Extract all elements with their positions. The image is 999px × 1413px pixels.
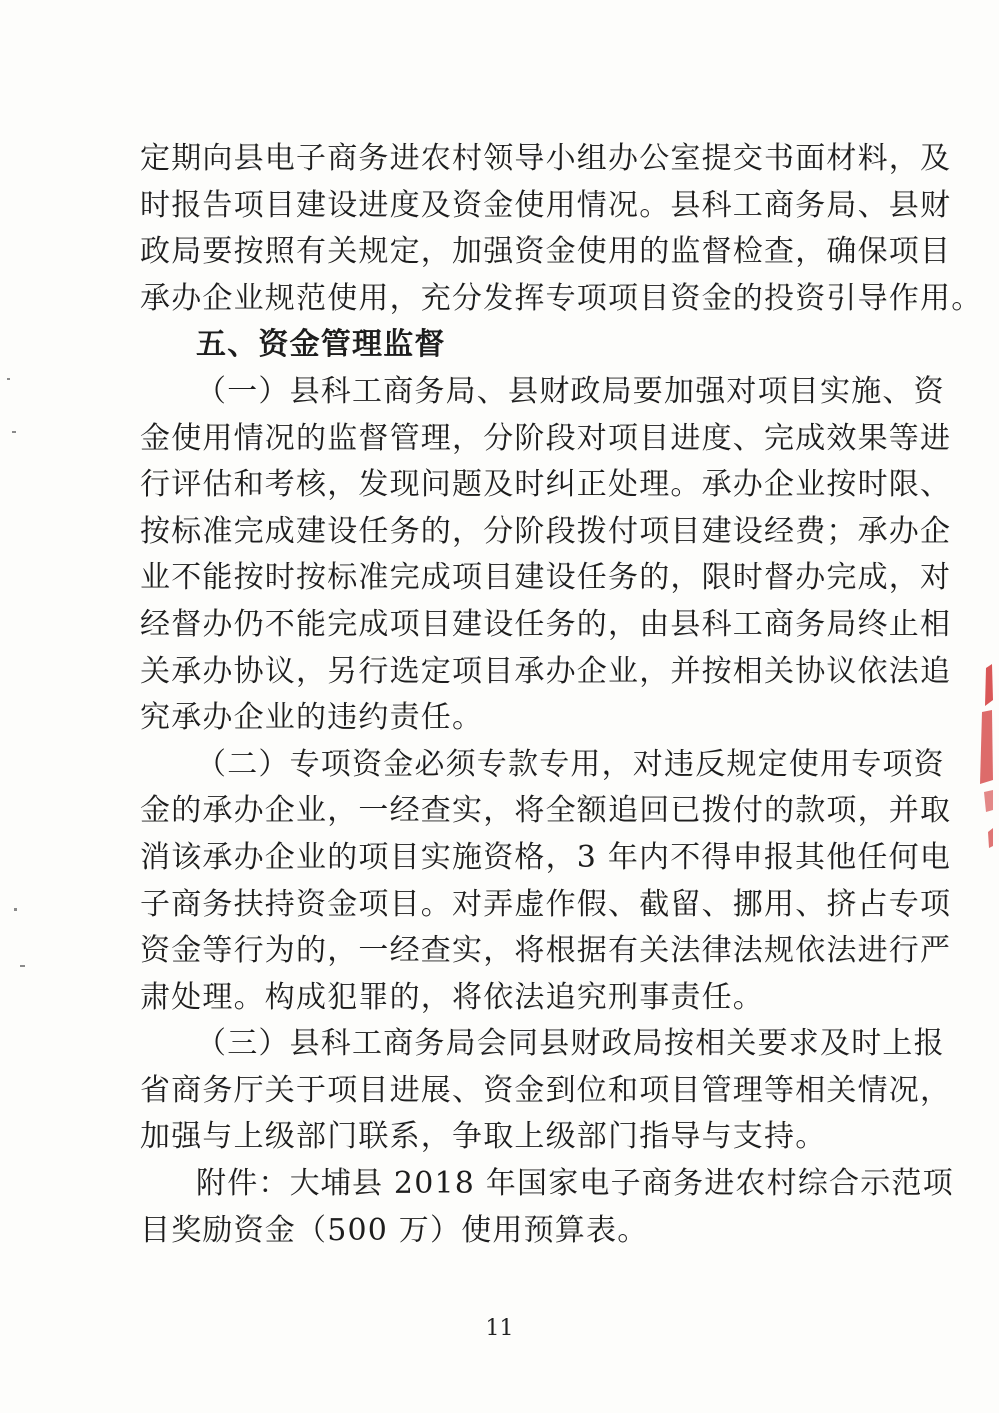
- body-line: 关承办协议，另行选定项目承办企业，并按相关协议依法追: [140, 653, 952, 689]
- body-line: 金的承办企业，一经查实，将全额追回已拨付的款项，并取: [140, 793, 952, 829]
- attachment-line: 附件：大埔县 2018 年国家电子商务进农村综合示范项: [196, 1166, 954, 1202]
- body-line: （三）县科工商务局会同县财政局按相关要求及时上报: [196, 1026, 945, 1062]
- scan-speck: [12, 431, 16, 433]
- scan-speck: [14, 908, 17, 911]
- page-number: 11: [485, 1316, 514, 1341]
- body-line: 究承办企业的违约责任。: [140, 700, 484, 736]
- body-line: （二）专项资金必须专款专用，对违反规定使用专项资: [196, 746, 945, 782]
- body-line: 资金等行为的，一经查实，将根据有关法律法规依法进行严: [140, 933, 952, 969]
- scan-speck: [20, 965, 25, 967]
- body-line: 按标准完成建设任务的，分阶段拨付项目建设经费；承办企: [140, 513, 952, 549]
- body-line: 省商务厅关于项目进展、资金到位和项目管理等相关情况，: [140, 1072, 952, 1108]
- body-line: 肃处理。构成犯罪的，将依法追究刑事责任。: [140, 979, 764, 1015]
- body-line: 定期向县电子商务进农村领导小组办公室提交书面材料，及: [140, 141, 952, 176]
- attachment-line: 目奖励资金（500 万）使用预算表。: [140, 1212, 649, 1248]
- body-line: 承办企业规范使用，充分发挥专项项目资金的投资引导作用。: [140, 280, 983, 316]
- body-line: 消该承办企业的项目实施资格，3 年内不得申报其他任何电: [140, 839, 952, 875]
- section-heading: 五、资金管理监督: [196, 327, 446, 363]
- body-line: 业不能按时按标准完成项目建设任务的，限时督办完成，对: [140, 560, 952, 596]
- body-line: 加强与上级部门联系，争取上级部门指导与支持。: [140, 1119, 827, 1155]
- body-line: 行评估和考核，发现问题及时纠正处理。承办企业按时限、: [140, 467, 952, 503]
- body-line: 金使用情况的监督管理，分阶段对项目进度、完成效果等进: [140, 420, 952, 456]
- body-line: （一）县科工商务局、县财政局要加强对项目实施、资: [196, 373, 945, 409]
- body-line: 时报告项目建设进度及资金使用情况。县科工商务局、县财: [140, 187, 952, 223]
- seal-stamp-edge-icon: [968, 660, 994, 850]
- scan-speck: [7, 378, 10, 380]
- body-line: 经督办仍不能完成项目建设任务的，由县科工商务局终止相: [140, 606, 952, 642]
- body-line: 政局要按照有关规定，加强资金使用的监督检查，确保项目: [140, 234, 952, 270]
- document-body: [140, 136, 983, 1254]
- body-line: 子商务扶持资金项目。对弄虚作假、截留、挪用、挤占专项: [140, 886, 952, 922]
